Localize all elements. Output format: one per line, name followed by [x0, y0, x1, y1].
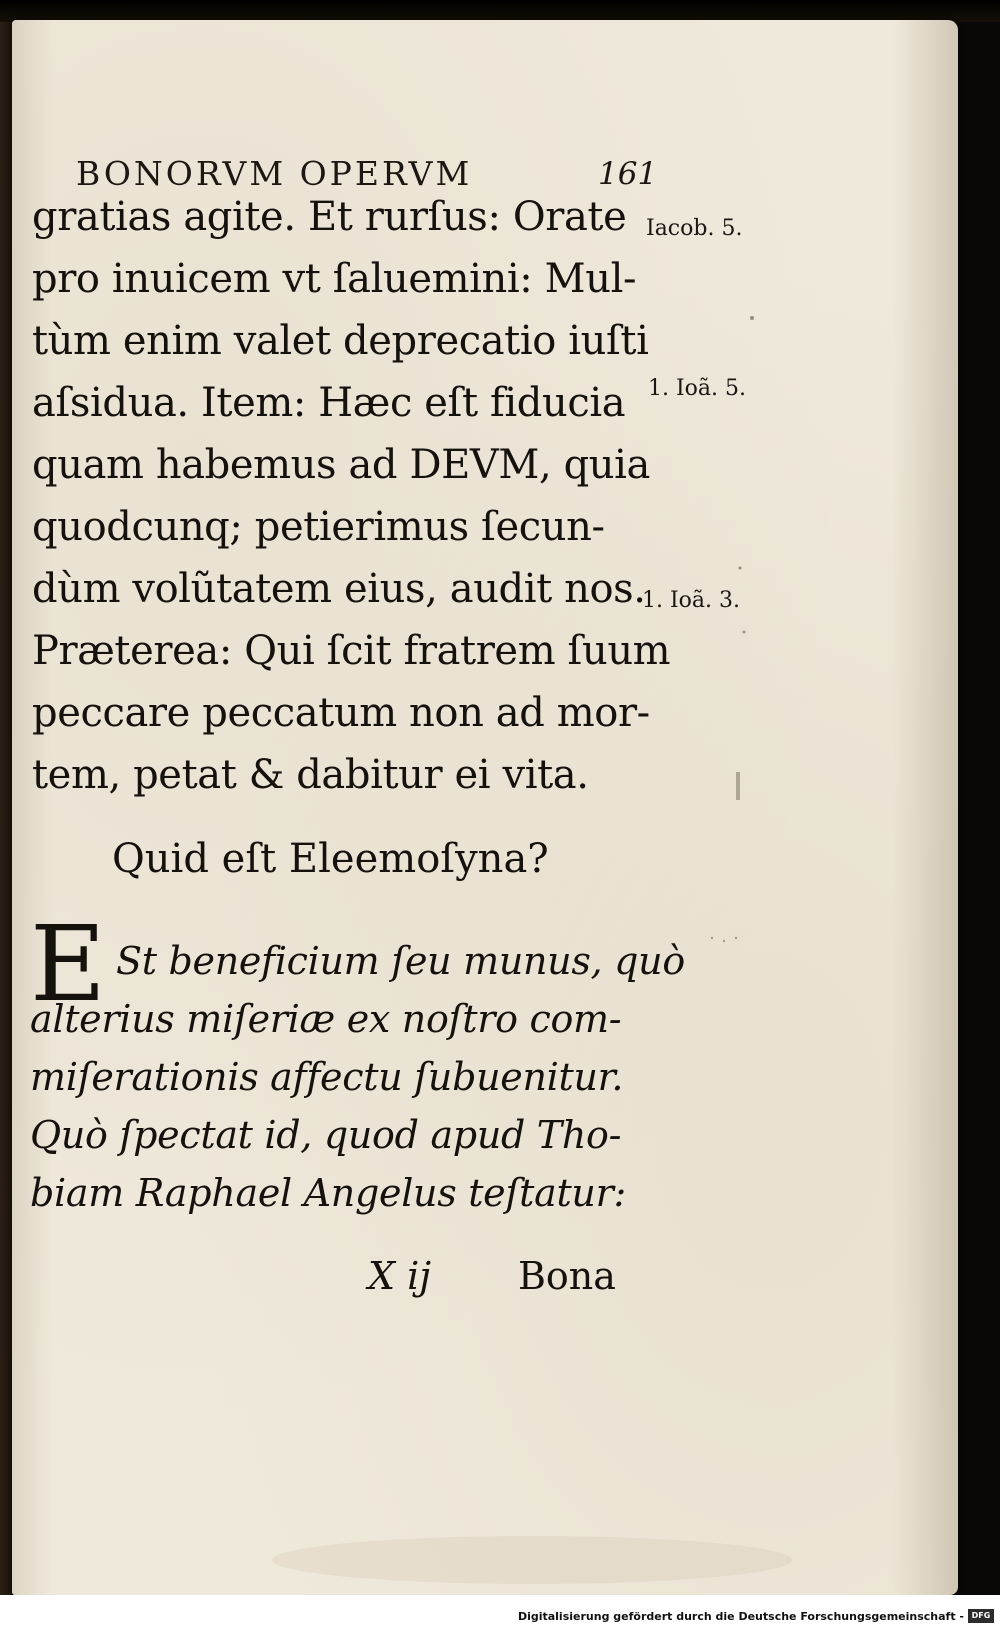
section-line: biam Raphael Angelus teſtatur: — [30, 1171, 626, 1215]
body-line: quam habemus ad DEVM, quia — [32, 442, 650, 488]
dfg-logo: DFG — [968, 1609, 994, 1623]
body-line: aſsidua. Item: Hæc eſt fiducia — [32, 380, 626, 426]
margin-reference: Iacob. 5. — [646, 216, 743, 241]
drop-cap: E — [30, 903, 106, 1025]
book-page — [12, 20, 958, 1595]
signature-mark: X ij — [368, 1254, 432, 1298]
section-line: Quò ſpectat id, quod apud Tho- — [30, 1113, 622, 1157]
body-line: peccare peccatum non ad mor- — [32, 690, 650, 736]
section-line: St beneficium ſeu munus, quò — [116, 939, 685, 983]
body-line: Præterea: Qui ſcit fratrem ſuum — [32, 628, 671, 674]
body-line: gratias agite. Et rurſus: Orate — [32, 194, 627, 240]
body-line: tem, petat & dabitur ei vita. — [32, 752, 589, 798]
margin-reference: 1. Ioã. 3. — [642, 588, 741, 613]
scan-top-edge — [0, 0, 1000, 22]
body-line: pro inuicem vt ſaluemini: Mul- — [32, 256, 637, 302]
running-head-title: BONORVM OPERVM — [76, 154, 473, 193]
body-line: dùm volũtatem eius, audit nos. — [32, 566, 646, 612]
margin-reference: 1. Ioã. 5. — [648, 376, 747, 401]
section-line: alterius miſeriæ ex noſtro com- — [30, 997, 622, 1041]
section-heading: Quid eſt Eleemoſyna? — [112, 836, 549, 882]
catchword: Bona — [518, 1254, 616, 1298]
body-line: quodcunq; petierimus ſecun- — [32, 504, 605, 550]
section-line: miſerationis affectu ſubuenitur. — [30, 1055, 624, 1099]
body-line: tùm enim valet deprecatio iuſti — [32, 318, 649, 364]
page-number: 161 — [598, 156, 658, 192]
funding-credit: Digitalisierung gefördert durch die Deutsche Forschungsgemeinschaft - — [517, 1610, 964, 1623]
